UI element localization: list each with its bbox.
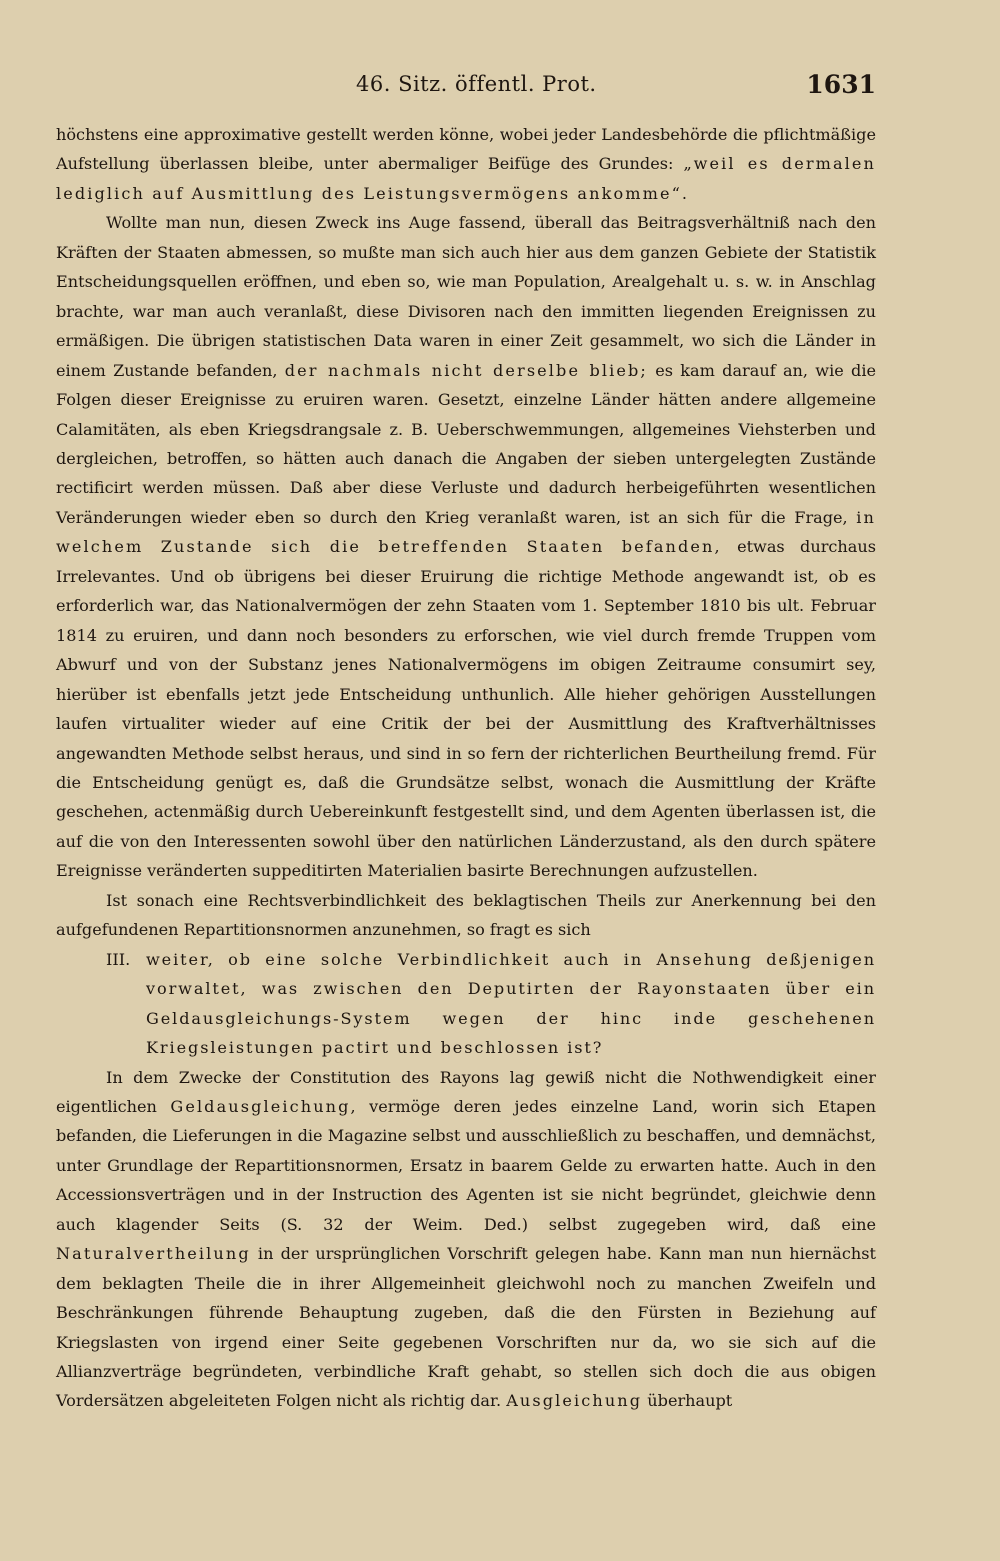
item-number: III. [106,949,131,969]
paragraph: Ist sonach eine Rechtsverbindlichkeit des beklagtischen Theils zur Anerkennung bei den aufgefundenen Repartitionsnormen anzunehmen, so fragt es sich [56,890,876,940]
paragraph [56,208,876,885]
spaced-emphasis: der nachmals nicht derselbe blieb; [284,360,648,380]
text-run: In dem Zwecke der Constitution des Rayons lag gewiß nicht die Nothwendigkeit einer eigentlichen [56,1067,876,1116]
page-header [56,62,876,102]
text-run: höchstens eine approximative gestellt werden könne, wobei jeder Landesbehörde die pflichtmäßige Aufstellung überlassen bleibe, unter abermaliger Beifüge des Grundes: [56,125,876,174]
spaced-emphasis: „weil es dermalen lediglich auf Ausmittlung des Leistungsvermögens ankomme“. [56,154,877,203]
text-run: etwas durchaus Irrelevantes. Und ob übrigens bei dieser Eruirung die richtige Methode angewandt ist, ob es erforderlich war, das Nationalvermögen der zehn Staaten vom 1. September 1810 bis ult. Februar 1814 zu eruiren, und dann noch besonders zu erforschen, wie viel durch fremde Truppen vom Abwurf und von der Substanz jenes Nationalvermögens im obigen Zeitraume consumirt sey, hierüber ist ebenfalls jetzt jede Entscheidung unthunlich. Alle hieher gehörigen Ausstellungen laufen virtualiter wieder auf eine Critik der bei der Ausmittlung des Kraftverhältnisses angewandten Methode selbst heraus, und sind in so fern der richterlichen Beurtheilung fremd. Für die Entscheidung genügt es, daß die Grundsätze selbst, wonach die Ausmittlung der Kräfte geschehen, actenmäßig durch Uebereinkunft festgestellt sind, und dem Agenten überlassen ist, die auf die von den Interessenten sowohl über den natürlichen Länderzustand, als den durch spätere Ereignisse veränderten suppeditirten Materialien basirte Berechnungen aufzustellen. [56,537,876,881]
spaced-emphasis: Naturalvertheilung [56,1244,251,1264]
text-run: Wollte man nun, diesen Zweck ins Auge fassend, überall das Beitragsverhältniß nach den Kräften der Staaten abmessen, so mußte man sich auch hier aus dem ganzen Gebiete der Statistik Entscheidungsquellen eröffnen, und eben so, wie man Population, Arealgehalt u. s. w. in Anschlag brachte, war man auch veranlaßt, diese Divisoren nach den immitten liegenden Ereignissen zu ermäßigen. Die übrigen statistischen Data waren in einer Zeit gesammelt, wo sich die Länder in einem Zustande befanden, [56,213,876,380]
paragraph-continued [56,120,876,208]
text-run: , vermöge deren jedes einzelne Land, worin sich Etapen befanden, die Lieferungen in die Magazine selbst und ausschließlich zu beschaffen, und demnächst, unter Grundlage der Repartitionsnormen, Ersatz in baarem Gelde zu erwarten hatte. Auch in den Accessionsverträgen und in der Instruction des Agenten ist sie nicht begründet, gleichwie denn auch klagender Seits (S. 32 der Weim. Ded.) selbst zugegeben wird, daß eine [56,1096,876,1234]
page-number: 1631 [806,70,876,99]
numbered-question [56,945,876,1063]
text-run: es kam darauf an, wie die Folgen dieser Ereignisse zu eruiren waren. Gesetzt, einzelne Länder hätten andere allgemeine Calamitäten, als eben Kriegsdrangsale z. B. Ueberschwemmungen, allgemeines Viehsterben und dergleichen, betroffen, so hätten auch danach die Angaben der sieben untergelegten Zustände rectificirt werden müssen. Daß aber diese Verluste und dadurch herbeigeführten wesentlichen Veränderungen wieder eben so durch den Krieg veranlaßt waren, ist an sich für die Frage, [56,360,877,527]
running-head: 46. Sitz. öffentl. Prot. [356,72,597,96]
item-text: weiter, ob eine solche Verbindlichkeit auch in Ansehung deßjenigen vorwaltet, was zwischen den Deputirten der Rayonstaaten über ein Geldausgleichungs-System wegen der hinc inde geschehenen Kriegsleistungen pactirt und beschlossen ist? [146,949,876,1058]
text-run: überhaupt [642,1391,733,1411]
spaced-emphasis: in welchem Zustande sich die betreffenden Staaten befanden, [56,507,876,557]
spaced-emphasis: Geldausgleichung [170,1096,351,1116]
paragraph [56,1063,876,1416]
spaced-emphasis: Ausgleichung [506,1391,643,1411]
text-run: in der ursprünglichen Vorschrift gelegen habe. Kann man nun hiernächst dem beklagten Theile die in ihrer Allgemeinheit gleichwohl noch zu manchen Zweifeln und Beschränkungen führende Behauptung zugeben, daß die den Fürsten in Beziehung auf Kriegslasten von irgend einer Seite gegebenen Vorschriften nur da, wo sie sich auf die Allianzverträge begründeten, verbindliche Kraft gehabt, so stellen sich doch die aus obigen Vordersätzen abgeleiteten Folgen nicht als richtig dar. [56,1244,876,1411]
body-text [56,120,876,1416]
